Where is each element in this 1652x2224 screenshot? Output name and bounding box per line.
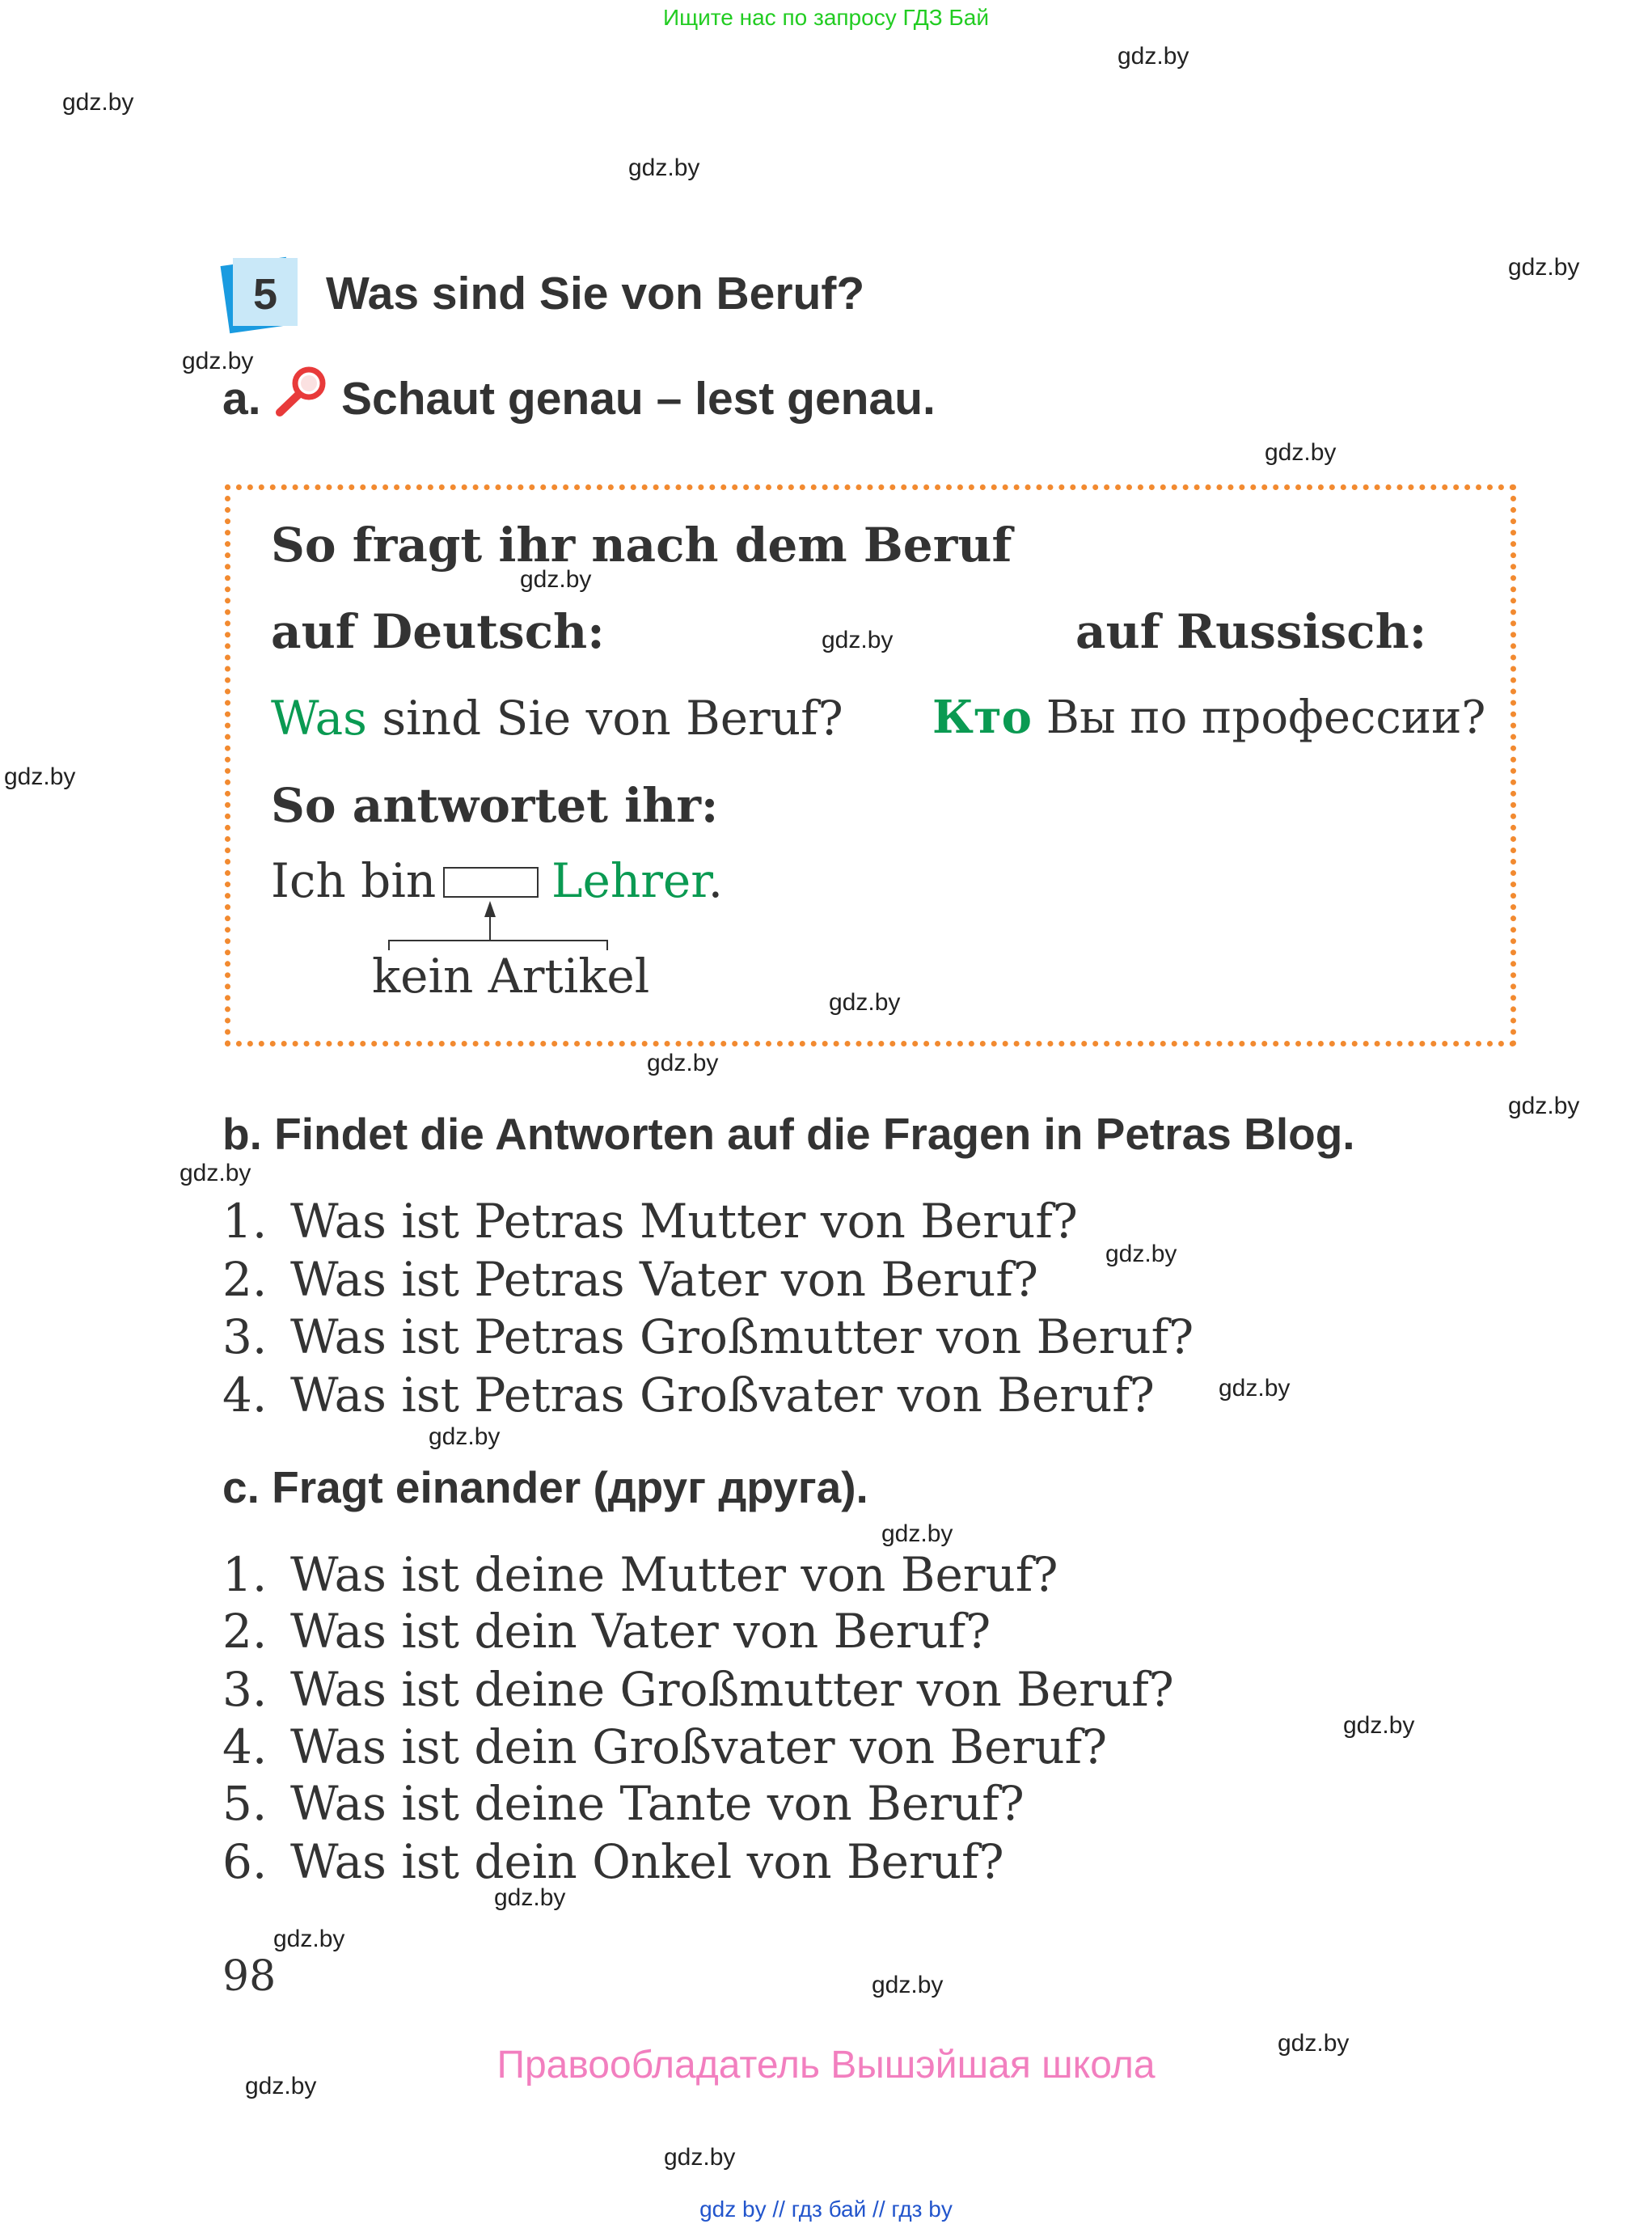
footer-link-gdz-bai[interactable]: гдз бай xyxy=(791,2197,867,2222)
list-item xyxy=(222,1776,1025,1831)
list-item xyxy=(222,1719,1108,1774)
col-russisch-label: auf Russisch: xyxy=(1075,604,1427,659)
list-item xyxy=(222,1662,1174,1717)
question-de-highlight: Was xyxy=(271,691,367,746)
watermark: gdz.by xyxy=(822,627,894,653)
part-c-title: c. Fragt einander (друг друга). xyxy=(222,1462,868,1512)
watermark: gdz.by xyxy=(664,2144,736,2171)
list-item-text: Was ist deine Tante von Beruf? xyxy=(290,1776,1025,1831)
footer-links xyxy=(0,2198,1652,2221)
bracket-arrow xyxy=(384,898,619,954)
top-banner[interactable]: Ищите нас по запросу ГДЗ Бай xyxy=(662,5,990,30)
list-item-text: Was ist deine Mutter von Beruf? xyxy=(290,1547,1058,1602)
list-item xyxy=(222,1834,1004,1889)
answer-end: . xyxy=(708,853,724,908)
list-item-number: 1. xyxy=(222,1194,268,1249)
list-item-number: 3. xyxy=(222,1309,268,1364)
article-blank-box xyxy=(443,867,539,898)
col-deutsch-label: auf Deutsch: xyxy=(271,604,605,659)
info-box-heading: So fragt ihr nach dem Beruf xyxy=(271,518,1012,573)
part-a-title: Schaut genau – lest genau. xyxy=(341,373,936,425)
list-item-number: 2. xyxy=(222,1604,268,1659)
watermark: gdz.by xyxy=(182,348,254,374)
question-ru-rest: Вы по профессии? xyxy=(1032,691,1486,744)
list-item-text: Was ist dein Großvater von Beruf? xyxy=(290,1719,1108,1774)
watermark: gdz.by xyxy=(872,1972,944,1998)
note-kein-artikel: kein Artikel xyxy=(372,949,650,1004)
list-item xyxy=(222,1368,1155,1423)
list-item-number: 4. xyxy=(222,1719,268,1774)
watermark: gdz.by xyxy=(1508,1093,1580,1119)
watermark: gdz.by xyxy=(1265,439,1337,466)
watermark: gdz.by xyxy=(520,566,592,593)
answer-start: Ich bin xyxy=(271,853,437,908)
watermark: gdz.by xyxy=(1118,43,1189,70)
list-item-number: 2. xyxy=(222,1252,268,1307)
list-item xyxy=(222,1604,991,1659)
watermark: gdz.by xyxy=(1508,254,1580,281)
list-item xyxy=(222,1547,1058,1602)
footer-link-gdz-by-ru[interactable]: гдз by xyxy=(891,2197,953,2222)
watermark: gdz.by xyxy=(4,763,76,790)
magnifier-icon xyxy=(273,366,328,417)
watermark: gdz.by xyxy=(494,1884,566,1911)
question-de-rest: sind Sie von Beruf? xyxy=(366,691,843,746)
watermark: gdz.by xyxy=(62,89,134,116)
list-item xyxy=(222,1194,1078,1249)
list-item-text: Was ist dein Onkel von Beruf? xyxy=(290,1834,1004,1889)
list-item-number: 3. xyxy=(222,1662,268,1717)
page-number: 98 xyxy=(222,1952,277,2001)
watermark: gdz.by xyxy=(628,154,700,181)
list-item-text: Was ist Petras Großvater von Beruf? xyxy=(290,1368,1155,1423)
watermark: gdz.by xyxy=(1105,1241,1177,1267)
list-item-text: Was ist Petras Vater von Beruf? xyxy=(290,1252,1038,1307)
list-item-text: Was ist Petras Großmutter von Beruf? xyxy=(290,1309,1194,1364)
watermark: gdz.by xyxy=(1278,2030,1350,2057)
list-item-number: 1. xyxy=(222,1547,268,1602)
part-a-label: a. xyxy=(222,373,261,425)
answer-heading: So antwortet ihr: xyxy=(271,778,719,833)
watermark: gdz.by xyxy=(881,1520,953,1547)
answer-word: Lehrer xyxy=(551,853,708,908)
watermark: gdz.by xyxy=(1343,1712,1415,1739)
list-item-number: 6. xyxy=(222,1834,268,1889)
list-item-number: 5. xyxy=(222,1776,268,1831)
question-ru-highlight: Кто xyxy=(932,691,1032,744)
list-item-text: Was ist dein Vater von Beruf? xyxy=(290,1604,991,1659)
question-de xyxy=(271,691,843,746)
footer-separator: // xyxy=(772,2197,785,2222)
exercise-title: Was sind Sie von Beruf? xyxy=(326,268,865,319)
watermark: gdz.by xyxy=(829,989,901,1016)
watermark: gdz.by xyxy=(647,1050,719,1076)
exercise-number: 5 xyxy=(252,270,278,319)
exercise-number-badge xyxy=(223,256,299,331)
watermark: gdz.by xyxy=(273,1926,345,1952)
watermark: gdz.by xyxy=(180,1160,251,1186)
list-item xyxy=(222,1252,1038,1307)
list-item-number: 4. xyxy=(222,1368,268,1423)
watermark: gdz.by xyxy=(1219,1375,1291,1402)
part-b-title: b. Findet die Antworten auf die Fragen in Petras Blog. xyxy=(222,1109,1355,1159)
watermark: gdz.by xyxy=(429,1423,501,1450)
list-item xyxy=(222,1309,1194,1364)
watermark: gdz.by xyxy=(245,2073,317,2099)
copyright-notice: Правообладатель Вышэйшая школа xyxy=(496,2044,1156,2087)
footer-separator: // xyxy=(872,2197,885,2222)
question-ru xyxy=(932,691,1486,744)
list-item-text: Was ist Petras Mutter von Beruf? xyxy=(290,1194,1078,1249)
list-item-text: Was ist deine Großmutter von Beruf? xyxy=(290,1662,1174,1717)
footer-link-gdz-by[interactable]: gdz by xyxy=(699,2197,767,2222)
